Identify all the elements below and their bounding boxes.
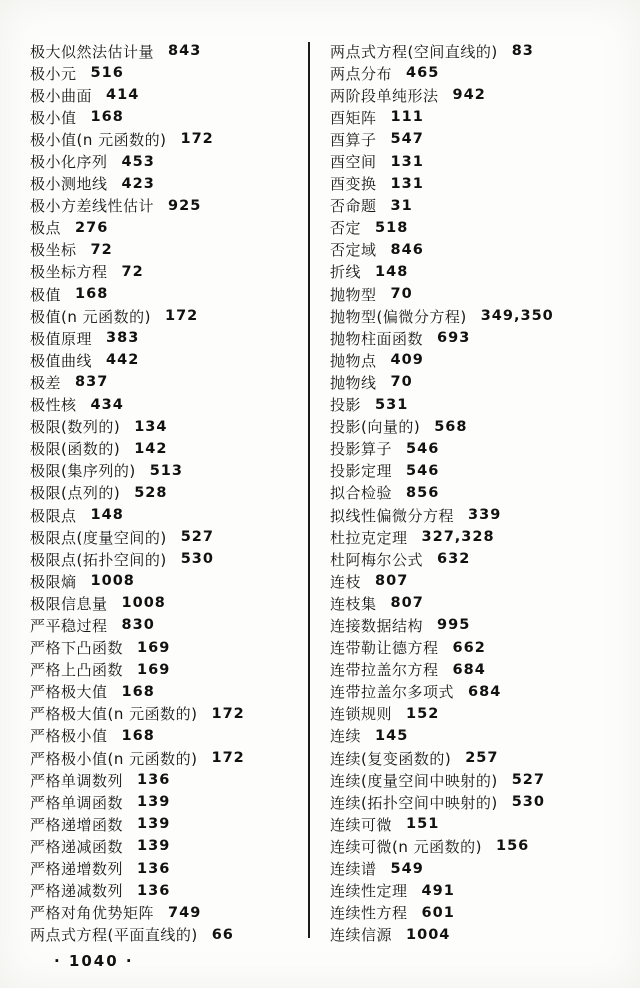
entry-page-number: 151: [406, 816, 440, 833]
entry-term: 杜拉克定理: [330, 528, 408, 547]
entry-term: 连续可微(n 元函数的): [330, 837, 482, 856]
entry-term: 两点分布: [330, 64, 393, 83]
entry-page-number: 662: [452, 639, 486, 656]
entry-page-number: 856: [406, 484, 440, 501]
entry-term: 连续性定理: [330, 882, 408, 901]
entry-page-number: 925: [168, 197, 202, 214]
entry-term: 连续性方程: [330, 904, 408, 923]
index-entry: [330, 195, 630, 217]
entry-page-number: 546: [406, 462, 440, 479]
index-entry: [330, 239, 630, 261]
entry-page-number: 339: [468, 507, 502, 524]
index-entry: [330, 725, 630, 747]
entry-page-number: 837: [75, 374, 109, 391]
entry-page-number: 66: [211, 926, 234, 943]
entry-page-number: 749: [168, 904, 202, 921]
entry-term: 严格单调函数: [30, 793, 124, 812]
index-entry: [30, 725, 302, 747]
index-entry: [330, 659, 630, 681]
entry-term: 两阶段单纯形法: [330, 86, 439, 105]
index-entry: [330, 261, 630, 283]
entry-term: 严平稳过程: [30, 616, 108, 635]
entry-page-number: 409: [390, 352, 424, 369]
entry-page-number: 843: [168, 43, 202, 60]
entry-page-number: 632: [437, 551, 471, 568]
index-entry: [330, 84, 630, 106]
entry-page-number: 139: [137, 794, 171, 811]
entry-page-number: 139: [137, 838, 171, 855]
entry-page-number: 72: [90, 241, 113, 258]
entry-term: 酉变换: [330, 175, 377, 194]
index-entry: [330, 857, 630, 879]
entry-term: 投影(向量的): [330, 418, 421, 437]
entry-term: 连续(度量空间中映射的): [330, 771, 498, 790]
entry-term: 严格极小值: [30, 727, 108, 746]
index-entry: [30, 791, 302, 813]
index-entry: [330, 880, 630, 902]
entry-page-number: 168: [75, 286, 109, 303]
entry-term: 连接数据结构: [330, 616, 424, 635]
index-entry: [30, 150, 302, 172]
index-entry: [30, 637, 302, 659]
entry-page-number: 70: [390, 374, 413, 391]
index-entry: [30, 747, 302, 769]
entry-page-number: 131: [390, 153, 424, 170]
entry-term: 折线: [330, 263, 362, 282]
entry-term: 投影: [330, 396, 362, 415]
index-entry: [330, 394, 630, 416]
entry-term: 极限点(拓扑空间的): [30, 550, 167, 569]
entry-page-number: 434: [90, 396, 124, 413]
index-entry: [330, 592, 630, 614]
entry-page-number: 830: [121, 617, 155, 634]
index-entry: [330, 128, 630, 150]
entry-term: 严格递增函数: [30, 815, 124, 834]
entry-term: 杜阿梅尔公式: [330, 550, 424, 569]
entry-page-number: 527: [511, 772, 545, 789]
index-entry: [330, 637, 630, 659]
index-entry: [330, 482, 630, 504]
entry-term: 两点式方程(平面直线的): [30, 926, 198, 945]
entry-term: 连续(复变函数的): [330, 749, 452, 768]
entry-page-number: 513: [149, 462, 183, 479]
entry-term: 酉算子: [330, 130, 377, 149]
entry-page-number: 70: [390, 286, 413, 303]
entry-term: 严格极大值(n 元函数的): [30, 705, 198, 724]
index-entry: [330, 548, 630, 570]
entry-page-number: 139: [137, 816, 171, 833]
entry-page-number: 136: [137, 772, 171, 789]
entry-page-number: 442: [106, 352, 140, 369]
index-entry: [330, 416, 630, 438]
index-entry: [330, 703, 630, 725]
entry-term: 两点式方程(空间直线的): [330, 42, 498, 61]
entry-term: 否定域: [330, 241, 377, 260]
entry-page-number: 134: [134, 418, 168, 435]
entry-term: 连枝集: [330, 594, 377, 613]
entry-page-number: 145: [375, 727, 409, 744]
entry-term: 连锁规则: [330, 705, 393, 724]
entry-term: 严格极小值(n 元函数的): [30, 749, 198, 768]
entry-term: 严格递减函数: [30, 837, 124, 856]
entry-page-number: 528: [134, 484, 168, 501]
entry-page-number: 807: [390, 595, 424, 612]
entry-page-number: 1008: [121, 595, 166, 612]
index-entry: [30, 592, 302, 614]
entry-page-number: 423: [121, 175, 155, 192]
entry-term: 极小测地线: [30, 175, 108, 194]
entry-term: 极值(n 元函数的): [30, 307, 151, 326]
entry-term: 连续: [330, 727, 362, 746]
entry-term: 严格单调数列: [30, 771, 124, 790]
entry-term: 极值曲线: [30, 351, 93, 370]
entry-page-number: 169: [137, 661, 171, 678]
index-entry: [30, 570, 302, 592]
index-entry: [330, 614, 630, 636]
entry-page-number: 111: [390, 109, 424, 126]
entry-page-number: 531: [375, 396, 409, 413]
index-entry: [330, 173, 630, 195]
entry-page-number: 349,350: [480, 308, 554, 325]
entry-page-number: 693: [437, 330, 471, 347]
entry-term: 极差: [30, 373, 62, 392]
index-entry: [30, 283, 302, 305]
index-entry: [330, 106, 630, 128]
entry-page-number: 172: [164, 308, 199, 325]
entry-term: 酉矩阵: [330, 108, 377, 127]
entry-term: 极限点: [30, 506, 77, 525]
entry-page-number: 516: [90, 65, 124, 82]
index-entry: [330, 924, 630, 946]
index-entry: [330, 747, 630, 769]
entry-term: 严格下凸函数: [30, 639, 124, 658]
index-entry: [30, 84, 302, 106]
entry-term: 连续(拓扑空间中映射的): [330, 793, 498, 812]
page-number: · 1040 ·: [54, 952, 134, 970]
index-entry: [330, 813, 630, 835]
index-entry: [30, 835, 302, 857]
entry-page-number: 172: [211, 705, 245, 722]
index-entry: [30, 128, 302, 150]
entry-page-number: 549: [390, 860, 424, 877]
entry-page-number: 546: [406, 440, 440, 457]
index-entry: [30, 62, 302, 84]
entry-term: 抛物型: [330, 285, 377, 304]
index-entry: [330, 150, 630, 172]
entry-page-number: 491: [421, 882, 455, 899]
index-entry: [330, 570, 630, 592]
entry-term: 极坐标方程: [30, 263, 108, 282]
entry-term: 严格递增数列: [30, 860, 124, 879]
entry-term: 极小元: [30, 64, 77, 83]
entry-term: 极值: [30, 285, 62, 304]
entry-term: 严格极大值: [30, 683, 108, 702]
index-entry: [30, 40, 302, 62]
index-entry: [30, 173, 302, 195]
entry-term: 极限点(度量空间的): [30, 528, 167, 547]
entry-term: 连枝: [330, 572, 362, 591]
entry-page-number: 568: [434, 418, 468, 435]
entry-term: 投影定理: [330, 462, 393, 481]
index-entry: [30, 703, 302, 725]
index-entry: [330, 371, 630, 393]
index-entry: [30, 614, 302, 636]
index-entry: [30, 371, 302, 393]
index-entry: [30, 902, 302, 924]
index-entry: [330, 62, 630, 84]
entry-term: 连带勒让德方程: [330, 639, 439, 658]
entry-page-number: 530: [180, 551, 214, 568]
entry-term: 否定: [330, 219, 362, 238]
entry-page-number: 168: [90, 109, 124, 126]
entry-term: 连带拉盖尔方程: [330, 661, 439, 680]
entry-page-number: 995: [437, 617, 471, 634]
index-entry: [30, 460, 302, 482]
entry-page-number: 152: [406, 705, 440, 722]
index-entry: [30, 813, 302, 835]
entry-page-number: 83: [511, 43, 534, 60]
entry-page-number: 148: [375, 263, 409, 280]
index-entry: [30, 659, 302, 681]
entry-page-number: 168: [121, 683, 155, 700]
index-entry: [30, 195, 302, 217]
entry-page-number: 156: [495, 838, 530, 855]
entry-page-number: 547: [390, 131, 424, 148]
index-entry: [30, 106, 302, 128]
index-entry: [330, 681, 630, 703]
entry-page-number: 131: [390, 175, 424, 192]
entry-page-number: 172: [211, 750, 245, 767]
index-entry: [30, 924, 302, 946]
entry-term: 极限(函数的): [30, 440, 121, 459]
entry-page-number: 276: [75, 219, 109, 236]
entry-page-number: 142: [134, 440, 168, 457]
entry-term: 极坐标: [30, 241, 77, 260]
entry-page-number: 518: [375, 219, 409, 236]
entry-term: 否命题: [330, 197, 377, 216]
index-entry: [30, 239, 302, 261]
entry-term: 极小值(n 元函数的): [30, 130, 167, 149]
entry-term: 连续信源: [330, 926, 393, 945]
entry-page-number: 168: [121, 727, 155, 744]
entry-page-number: 942: [452, 87, 486, 104]
index-entry: [30, 438, 302, 460]
index-entry: [330, 460, 630, 482]
entry-term: 极小方差线性估计: [30, 197, 155, 216]
index-entry: [30, 681, 302, 703]
entry-term: 极限(点列的): [30, 484, 121, 503]
entry-term: 极小化序列: [30, 153, 108, 172]
entry-term: 严格递减数列: [30, 882, 124, 901]
entry-term: 抛物线: [330, 373, 377, 392]
entry-page-number: 453: [121, 153, 155, 170]
entry-term: 极性核: [30, 396, 77, 415]
entry-page-number: 72: [121, 263, 144, 280]
entry-term: 连续可微: [330, 815, 393, 834]
entry-term: 抛物柱面函数: [330, 329, 424, 348]
entry-term: 严格对角优势矩阵: [30, 904, 155, 923]
entry-term: 极限熵: [30, 572, 77, 591]
entry-term: 严格上凸函数: [30, 661, 124, 680]
index-entry: [330, 217, 630, 239]
entry-term: 极小值: [30, 108, 77, 127]
entry-page-number: 327,328: [421, 529, 495, 546]
entry-term: 连带拉盖尔多项式: [330, 683, 455, 702]
entry-term: 拟线性偏微分方程: [330, 506, 455, 525]
entry-term: 酉空间: [330, 153, 377, 172]
index-column-right: [330, 40, 630, 946]
entry-page-number: 169: [137, 639, 171, 656]
entry-term: 极点: [30, 219, 62, 238]
entry-page-number: 257: [465, 750, 499, 767]
index-entry: [30, 349, 302, 371]
index-entry: [330, 327, 630, 349]
entry-page-number: 136: [137, 860, 171, 877]
index-entry: [330, 349, 630, 371]
entry-page-number: 148: [90, 507, 124, 524]
index-entry: [330, 40, 630, 62]
entry-page-number: 1008: [90, 573, 135, 590]
index-entry: [30, 769, 302, 791]
index-entry: [30, 261, 302, 283]
entry-page-number: 846: [390, 241, 424, 258]
entry-term: 抛物点: [330, 351, 377, 370]
index-entry: [30, 526, 302, 548]
index-entry: [330, 438, 630, 460]
entry-page-number: 172: [180, 131, 214, 148]
index-entry: [30, 880, 302, 902]
entry-page-number: 684: [468, 683, 502, 700]
index-entry: [330, 305, 630, 327]
entry-term: 极大似然法估计量: [30, 42, 155, 61]
entry-page-number: 136: [137, 882, 171, 899]
index-entry: [330, 791, 630, 813]
index-entry: [30, 548, 302, 570]
entry-page-number: 414: [106, 87, 140, 104]
entry-page-number: 31: [390, 197, 413, 214]
index-entry: [30, 857, 302, 879]
index-entry: [330, 769, 630, 791]
index-entry: [330, 283, 630, 305]
entry-term: 极值原理: [30, 329, 93, 348]
entry-page-number: 465: [406, 65, 440, 82]
entry-term: 极限信息量: [30, 594, 108, 613]
entry-page-number: 684: [452, 661, 486, 678]
entry-term: 投影算子: [330, 440, 393, 459]
index-entry: [330, 902, 630, 924]
index-entry: [30, 305, 302, 327]
index-entry: [30, 482, 302, 504]
entry-term: 连续谱: [330, 860, 377, 879]
entry-page-number: 807: [375, 573, 409, 590]
index-entry: [30, 504, 302, 526]
index-entry: [330, 504, 630, 526]
index-entry: [330, 526, 630, 548]
entry-term: 拟合检验: [330, 484, 393, 503]
entry-term: 极限(集序列的): [30, 462, 136, 481]
index-entry: [30, 416, 302, 438]
entry-page-number: 527: [180, 529, 214, 546]
entry-term: 极限(数列的): [30, 418, 121, 437]
entry-page-number: 383: [106, 330, 140, 347]
entry-page-number: 1004: [406, 926, 451, 943]
index-entry: [30, 327, 302, 349]
index-entry: [30, 394, 302, 416]
index-entry: [30, 217, 302, 239]
column-divider-line: [308, 42, 310, 938]
entry-term: 抛物型(偏微分方程): [330, 307, 467, 326]
index-entry: [330, 835, 630, 857]
entry-term: 极小曲面: [30, 86, 93, 105]
entry-page-number: 530: [511, 794, 545, 811]
entry-page-number: 601: [421, 904, 455, 921]
index-column-left: [30, 40, 302, 946]
